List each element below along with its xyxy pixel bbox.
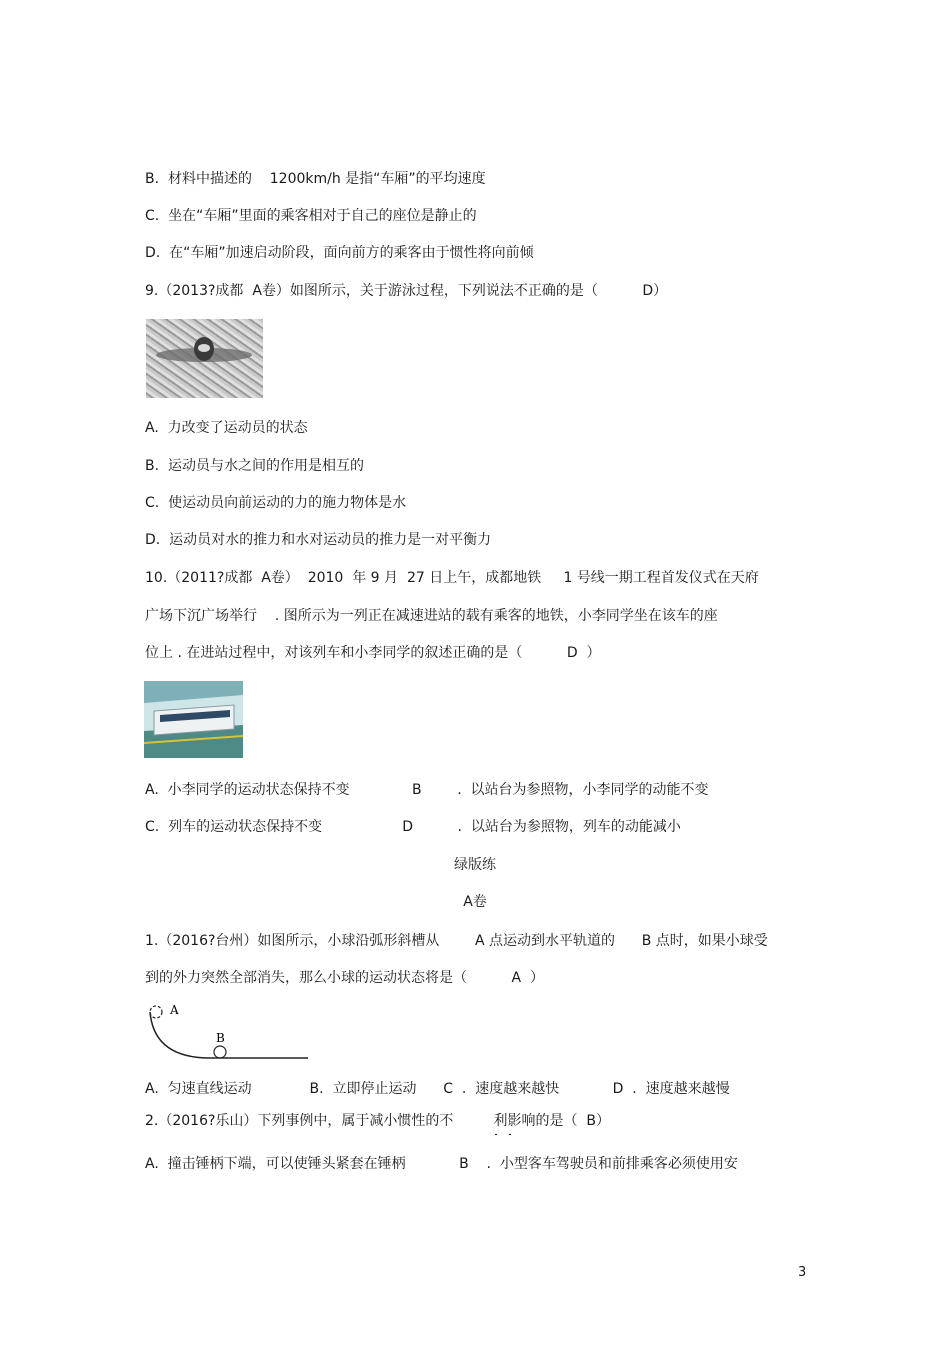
question-10-options-ab: A. 小李同学的运动状态保持不变 B . 以站台为参照物，小李同学的动能不变	[145, 782, 709, 798]
emphasis-dots	[493, 1127, 515, 1135]
section-subtitle: A卷	[463, 894, 487, 910]
subway-photo	[144, 681, 243, 758]
option-c-line: C. 坐在“车厢”里面的乘客相对于自己的座位是静止的	[145, 208, 477, 224]
question-10-line-3: 位上 . 在进站过程中，对该列车和小李同学的叙述正确的是（ D ）	[145, 645, 601, 661]
page-number: 3	[798, 1265, 807, 1280]
question-1-options: A. 匀速直线运动 B. 立即停止运动 C . 速度越来越快 D . 速度越来越慢	[145, 1081, 730, 1097]
swimmer-figure	[146, 319, 263, 398]
question-10-options-cd: C. 列车的运动状态保持不变 D . 以站台为参照物，列车的动能减小	[145, 819, 681, 835]
question-2: 2.（2016?乐山）下列事例中，属于减小惯性的不 利影响的是（ B）	[145, 1113, 610, 1129]
question-9-option-b: B. 运动员与水之间的作用是相互的	[145, 458, 364, 474]
question-9-option-d: D. 运动员对水的推力和水对运动员的推力是一对平衡力	[145, 532, 492, 548]
question-1-line-2: 到的外力突然全部消失，那么小球的运动状态将是（ A ）	[145, 970, 544, 986]
ramp-diagram	[140, 998, 315, 1064]
question-10-line-1: 10.（2011?成都 A卷） 2010 年 9 月 27 日上午，成都地铁 1 号线一期工程首发仪式在天府	[145, 570, 759, 586]
question-9-option-a: A. 力改变了运动员的状态	[145, 420, 308, 436]
question-1-line-1: 1.（2016?台州）如图所示，小球沿弧形斜槽从 A 点运动到水平轨道的 B 点时，如果小球受	[145, 933, 768, 949]
swimmer-photo	[146, 319, 263, 398]
subway-train-figure	[144, 681, 243, 758]
question-10-line-2: 广场下沉广场举行 . 图所示为一列正在减速进站的载有乘客的地铁，小李同学坐在该车的座	[145, 608, 718, 624]
point-b-label: B	[216, 1031, 225, 1045]
question-9: 9.（2013?成都 A卷）如图所示，关于游泳过程，下列说法不正确的是（ D）	[145, 283, 668, 299]
ramp-figure	[140, 998, 315, 1064]
point-a-label: A	[170, 1003, 179, 1017]
question-2-options-ab: A. 撞击锤柄下端，可以使锤头紧套在锤柄 B . 小型客车驾驶员和前排乘客必须使用安	[145, 1156, 738, 1172]
section-title: 绿版练	[454, 857, 496, 873]
option-d-line: D. 在“车厢”加速启动阶段，面向前方的乘客由于惯性将向前倾	[145, 245, 534, 261]
question-9-option-c: C. 使运动员向前运动的力的施力物体是水	[145, 495, 407, 511]
option-b-line: B. 材料中描述的 1200km/h 是指“车厢”的平均速度	[145, 171, 486, 187]
